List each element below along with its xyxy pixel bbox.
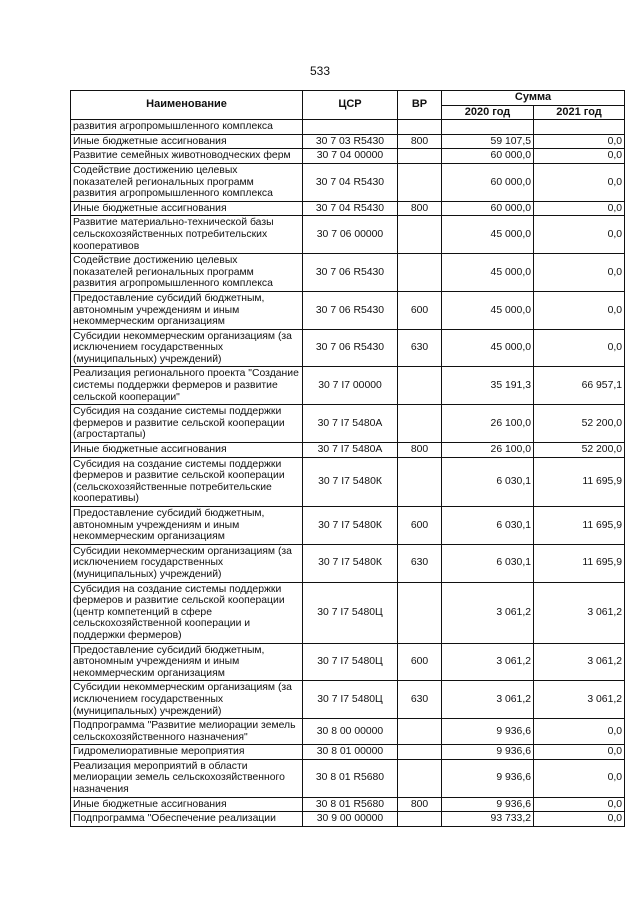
table-row (71, 405, 625, 443)
row-sum-2021: 0,0 (534, 254, 625, 292)
row-sum-2020: 60 000,0 (442, 149, 534, 164)
row-csr: 30 8 01 00000 (303, 745, 398, 760)
row-sum-2020: 3 061,2 (442, 681, 534, 719)
row-name: Подпрограмма "Развитие мелиорации земель сельскохозяйственного назначения" (71, 719, 303, 745)
row-sum-2020: 45 000,0 (442, 216, 534, 254)
row-sum-2020: 60 000,0 (442, 201, 534, 216)
row-vr (398, 405, 442, 443)
table-row (71, 254, 625, 292)
row-sum-2020: 35 191,3 (442, 367, 534, 405)
budget-table (70, 90, 625, 827)
header-2021: 2021 год (534, 105, 625, 120)
row-vr (398, 163, 442, 201)
row-csr: 30 7 06 00000 (303, 216, 398, 254)
table-row (71, 681, 625, 719)
row-sum-2020 (442, 120, 534, 135)
table-row (71, 367, 625, 405)
row-sum-2021: 0,0 (534, 812, 625, 827)
row-sum-2021: 0,0 (534, 216, 625, 254)
row-sum-2020: 9 936,6 (442, 759, 534, 797)
row-name: Содействие достижению целевых показателей региональных программ развития агропромышленного комплекса (71, 163, 303, 201)
row-sum-2020: 9 936,6 (442, 745, 534, 760)
table-row (71, 443, 625, 458)
table-row (71, 759, 625, 797)
row-vr (398, 149, 442, 164)
table-row (71, 291, 625, 329)
row-name: Субсидии некоммерческим организациям (за исключением государственных (муниципальных) учреждений) (71, 681, 303, 719)
row-sum-2021: 0,0 (534, 291, 625, 329)
table-row (71, 643, 625, 681)
table-row (71, 201, 625, 216)
row-sum-2021: 0,0 (534, 329, 625, 367)
row-vr: 630 (398, 544, 442, 582)
table-row (71, 149, 625, 164)
row-sum-2020: 3 061,2 (442, 582, 534, 643)
row-name: Иные бюджетные ассигнования (71, 134, 303, 149)
row-vr (398, 719, 442, 745)
row-name: Субсидия на создание системы поддержки фермеров и развитие сельской кооперации (центр компетенций в сфере сельскохозяйственной кооперации и поддержки фермеров) (71, 582, 303, 643)
row-sum-2020: 9 936,6 (442, 797, 534, 812)
row-sum-2021: 11 695,9 (534, 457, 625, 506)
table-row (71, 120, 625, 135)
row-name: Содействие достижению целевых показателей региональных программ развития агропромышленного комплекса (71, 254, 303, 292)
row-sum-2021: 52 200,0 (534, 443, 625, 458)
row-name: Иные бюджетные ассигнования (71, 201, 303, 216)
row-vr (398, 254, 442, 292)
row-csr: 30 7 I7 5480A (303, 443, 398, 458)
row-name: Субсидия на создание системы поддержки фермеров и развитие сельской кооперации (сельскохозяйственные потребительские кооперативы) (71, 457, 303, 506)
header-csr: ЦСР (303, 91, 398, 120)
row-sum-2021: 11 695,9 (534, 544, 625, 582)
row-vr: 800 (398, 797, 442, 812)
row-sum-2020: 6 030,1 (442, 544, 534, 582)
row-csr: 30 8 01 R5680 (303, 759, 398, 797)
row-sum-2021: 0,0 (534, 134, 625, 149)
row-vr (398, 745, 442, 760)
row-name: Иные бюджетные ассигнования (71, 443, 303, 458)
row-sum-2021: 0,0 (534, 201, 625, 216)
row-csr: 30 7 06 R5430 (303, 291, 398, 329)
row-csr: 30 8 01 R5680 (303, 797, 398, 812)
row-csr: 30 7 I7 5480A (303, 405, 398, 443)
table-row (71, 544, 625, 582)
row-name: развития агропромышленного комплекса (71, 120, 303, 135)
table-row (71, 216, 625, 254)
row-vr (398, 457, 442, 506)
row-sum-2021: 0,0 (534, 745, 625, 760)
table-row (71, 719, 625, 745)
table-row (71, 457, 625, 506)
table-row (71, 507, 625, 545)
row-csr: 30 8 00 00000 (303, 719, 398, 745)
row-sum-2021: 0,0 (534, 163, 625, 201)
row-sum-2021: 11 695,9 (534, 507, 625, 545)
row-name: Предоставление субсидий бюджетным, автономным учреждениям и иным некоммерческим организациям (71, 643, 303, 681)
table-body (71, 120, 625, 827)
row-vr: 800 (398, 134, 442, 149)
row-name: Субсидии некоммерческим организациям (за исключением государственных (муниципальных) учреждений) (71, 544, 303, 582)
row-name: Субсидия на создание системы поддержки фермеров и развитие сельской кооперации (агростартапы) (71, 405, 303, 443)
table-row (71, 745, 625, 760)
row-vr: 800 (398, 443, 442, 458)
row-csr: 30 7 03 R5430 (303, 134, 398, 149)
table-row (71, 582, 625, 643)
row-sum-2020: 9 936,6 (442, 719, 534, 745)
row-sum-2020: 26 100,0 (442, 405, 534, 443)
row-sum-2020: 3 061,2 (442, 643, 534, 681)
table-row (71, 329, 625, 367)
row-csr: 30 7 I7 5480К (303, 544, 398, 582)
row-sum-2021 (534, 120, 625, 135)
table-row (71, 163, 625, 201)
row-sum-2020: 26 100,0 (442, 443, 534, 458)
row-csr: 30 7 04 R5430 (303, 163, 398, 201)
row-sum-2020: 6 030,1 (442, 457, 534, 506)
row-sum-2021: 0,0 (534, 149, 625, 164)
header-row (71, 91, 625, 106)
row-vr: 600 (398, 291, 442, 329)
row-sum-2020: 45 000,0 (442, 254, 534, 292)
row-vr: 630 (398, 329, 442, 367)
row-sum-2021: 3 061,2 (534, 643, 625, 681)
row-sum-2020: 59 107,5 (442, 134, 534, 149)
row-name: Предоставление субсидий бюджетным, автономным учреждениям и иным некоммерческим организациям (71, 507, 303, 545)
row-vr: 630 (398, 681, 442, 719)
table-row (71, 134, 625, 149)
row-name: Предоставление субсидий бюджетным, автономным учреждениям и иным некоммерческим организациям (71, 291, 303, 329)
row-sum-2021: 3 061,2 (534, 582, 625, 643)
row-vr: 600 (398, 643, 442, 681)
row-csr: 30 7 I7 5480Ц (303, 582, 398, 643)
row-sum-2020: 6 030,1 (442, 507, 534, 545)
row-sum-2021: 0,0 (534, 719, 625, 745)
row-name: Реализация мероприятий в области мелиорации земель сельскохозяйственного назначения (71, 759, 303, 797)
row-csr: 30 7 I7 00000 (303, 367, 398, 405)
row-vr: 600 (398, 507, 442, 545)
row-sum-2021: 0,0 (534, 797, 625, 812)
row-sum-2021: 3 061,2 (534, 681, 625, 719)
row-name: Развитие материально-технической базы сельскохозяйственных потребительских кооперативов (71, 216, 303, 254)
row-vr (398, 367, 442, 405)
table-row (71, 797, 625, 812)
header-name: Наименование (71, 91, 303, 120)
row-csr: 30 9 00 00000 (303, 812, 398, 827)
row-name: Развитие семейных животноводческих ферм (71, 149, 303, 164)
page-number: 533 (309, 64, 331, 78)
row-csr: 30 7 06 R5430 (303, 254, 398, 292)
row-name: Субсидии некоммерческим организациям (за исключением государственных (муниципальных) учреждений) (71, 329, 303, 367)
table-row (71, 812, 625, 827)
row-sum-2021: 66 957,1 (534, 367, 625, 405)
row-name: Реализация регионального проекта "Создание системы поддержки фермеров и развитие сельской кооперации" (71, 367, 303, 405)
row-sum-2020: 45 000,0 (442, 291, 534, 329)
row-name: Гидромелиоративные мероприятия (71, 745, 303, 760)
header-vr: ВР (398, 91, 442, 120)
row-vr: 800 (398, 201, 442, 216)
row-name: Иные бюджетные ассигнования (71, 797, 303, 812)
row-sum-2020: 45 000,0 (442, 329, 534, 367)
row-vr (398, 582, 442, 643)
row-name: Подпрограмма "Обеспечение реализации (71, 812, 303, 827)
row-csr (303, 120, 398, 135)
row-csr: 30 7 04 00000 (303, 149, 398, 164)
row-csr: 30 7 06 R5430 (303, 329, 398, 367)
row-vr (398, 216, 442, 254)
header-2020: 2020 год (442, 105, 534, 120)
row-vr (398, 120, 442, 135)
header-sum: Сумма (442, 91, 625, 106)
row-csr: 30 7 I7 5480К (303, 507, 398, 545)
row-sum-2021: 52 200,0 (534, 405, 625, 443)
row-csr: 30 7 I7 5480Ц (303, 643, 398, 681)
row-sum-2021: 0,0 (534, 759, 625, 797)
row-vr (398, 812, 442, 827)
row-csr: 30 7 04 R5430 (303, 201, 398, 216)
row-csr: 30 7 I7 5480К (303, 457, 398, 506)
row-vr (398, 759, 442, 797)
row-sum-2020: 93 733,2 (442, 812, 534, 827)
row-sum-2020: 60 000,0 (442, 163, 534, 201)
row-csr: 30 7 I7 5480Ц (303, 681, 398, 719)
